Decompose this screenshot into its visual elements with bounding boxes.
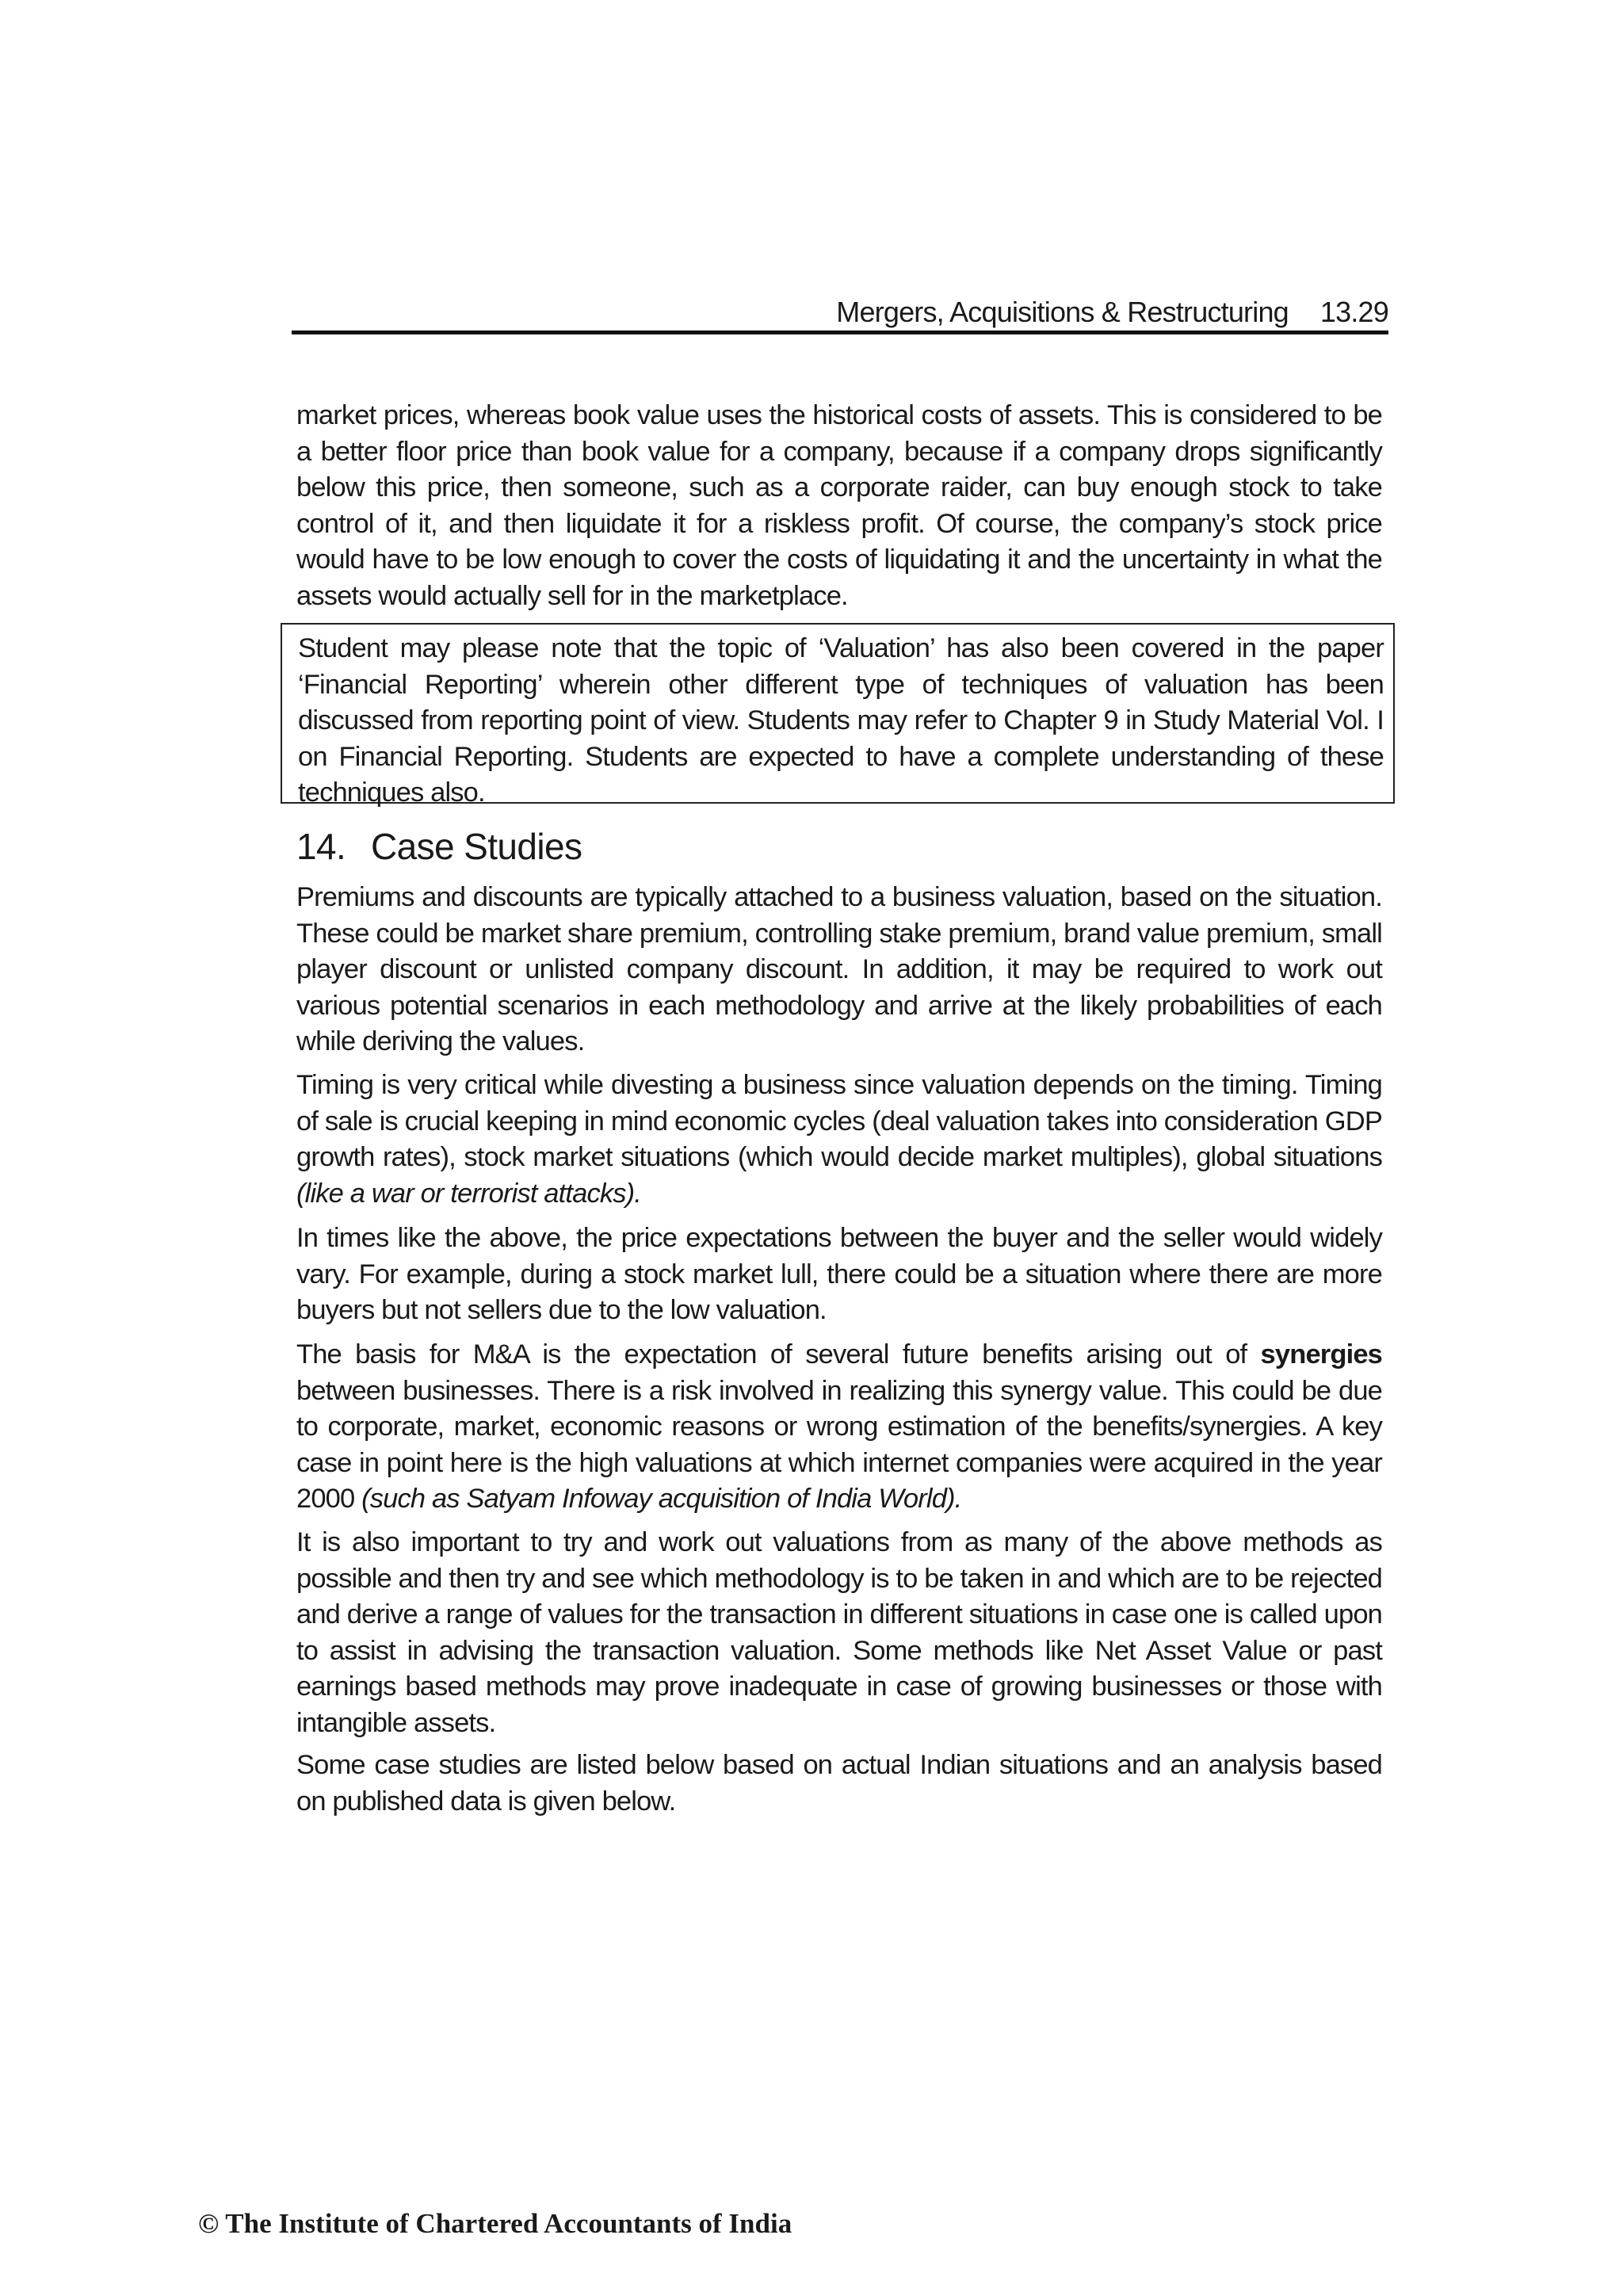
synergies-text-a: The basis for M&A is the expectation of several future benefits arising out of [296, 1339, 1261, 1370]
footer-copyright: © The Institute of Chartered Accountants of India [198, 2208, 792, 2239]
intro-paragraph: market prices, whereas book value uses the historical costs of assets. This is considered to be a better floor price than book value for a company, because if a company drops significantly below this price, then someone, such as a corporate raider, can buy enough stock to take control of it, and then liquidate it for a riskless profit. Of course, the company’s stock price would have to be low enough to cover the costs of liquidating it and the uncertainty in what the assets would actually sell for in the marketplace. [296, 400, 1382, 611]
paragraph-synergies [296, 1337, 1382, 1518]
note-box [281, 623, 1395, 808]
note-text: Student may please note that the topic of ‘Valuation’ has also been covered in the paper ‘Financial Reporting’ wherein other different type of techniques of valuation has been discussed from reporting point of view. Students may refer to Chapter 9 in Study Material Vol. I on Financial Reporting. Students are expected to have a complete understanding of these techniques also. [298, 633, 1384, 808]
paragraph-premiums: Premiums and discounts are typically attached to a business valuation, based on the situation. These could be market share premium, controlling stake premium, brand value premium, small player discount or unlisted company discount. In addition, it may be required to work out various potential scenarios in each methodology and arrive at the likely probabilities of each while deriving the values. [296, 882, 1382, 1056]
paragraph-price-expectations: In times like the above, the price expectations between the buyer and the seller would widely vary. For example, during a stock market lull, there could be a situation where there are more buyers but not sellers due to the low valuation. [296, 1223, 1382, 1325]
synergies-text-b: between businesses. There is a risk involved in realizing this synergy value. This could be due to corporate, market, economic reasons or wrong estimation of the benefits/synergies. A key case in point here is the high valuations at which internet companies were acquired in the year 2000 [296, 1375, 1382, 1514]
synergies-italic: (such as Satyam Infoway acquisition of India World). [361, 1484, 962, 1514]
synergies-bold: synergies [1260, 1339, 1382, 1370]
header-title: Mergers, Acquisitions & Restructuring [836, 296, 1289, 328]
section-title: Case Studies [371, 826, 582, 867]
section-heading [296, 824, 582, 869]
paragraph-case-studies: Some case studies are listed below based on actual Indian situations and an analysis based on published data is given below. [296, 1750, 1382, 1817]
section-number: 14. [296, 826, 346, 867]
running-header [292, 296, 1388, 334]
paragraph-timing [296, 1068, 1382, 1212]
page-number: 13.29 [1319, 296, 1388, 328]
timing-italic: (like a war or terrorist attacks). [296, 1178, 642, 1209]
timing-text: Timing is very critical while divesting a business since valuation depends on the timing. Timing of sale is crucial keeping in mind economic cycles (deal valuation takes into consideration GDP growth rates), stock market situations (which would decide market multiples), global situations [296, 1070, 1382, 1172]
paragraph-methods: It is also important to try and work out valuations from as many of the above methods as possible and then try and see which methodology is to be taken in and which are to be rejected and derive a range of values for the transaction in different situations in case one is called upon to assist in advising the transaction valuation. Some methods like Net Asset Value or past earnings based methods may prove inadequate in case of growing businesses or those with intangible assets. [296, 1527, 1383, 1738]
